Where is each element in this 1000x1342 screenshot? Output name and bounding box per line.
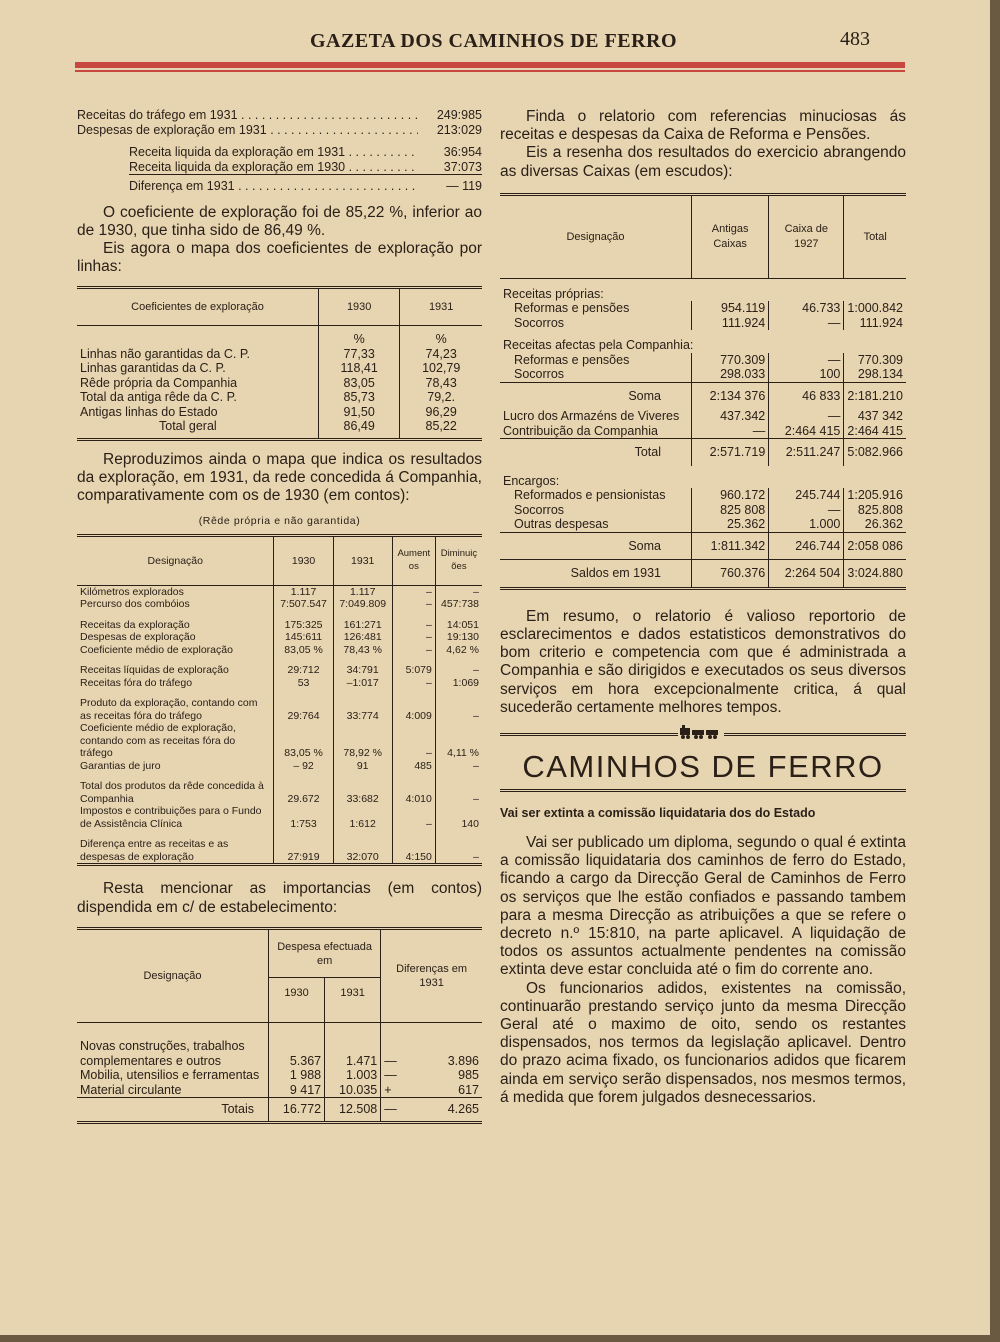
cell: 46.733 — [769, 301, 844, 316]
cell: 27:919 — [274, 830, 333, 865]
row-label: Lucro dos Armazéns de Viveres — [503, 409, 680, 424]
cell: 2:181.210 — [844, 382, 906, 409]
cell: 954.119 — [692, 301, 769, 316]
row-label: Despesas de exploração — [80, 631, 196, 644]
row-label: Material circulante — [80, 1082, 182, 1097]
row-label: Receitas próprias: — [503, 286, 604, 301]
table-row — [77, 611, 482, 632]
table-row — [500, 330, 906, 353]
table-row — [500, 503, 906, 518]
cell: – — [392, 644, 435, 657]
cell: 85,22 — [400, 419, 482, 439]
header-rule-thin — [75, 70, 905, 72]
cell: 118,41 — [319, 361, 400, 376]
table-row — [77, 1083, 482, 1098]
cell: 25.362 — [692, 517, 769, 532]
table-header: Designação — [566, 230, 625, 243]
cell: 83,05 % — [274, 644, 333, 657]
row-label: Total — [634, 445, 661, 460]
cell: 5.367 — [269, 1023, 325, 1069]
paragraph: Reproduzimos ainda o mapa que indica os resultados da exploração, em 1931, da rede concedida á Companhia, comparativamente com os de 1930 (em contos): — [77, 450, 482, 505]
cell: 2:264 504 — [769, 560, 844, 589]
table-row — [500, 278, 906, 301]
summary-label: Receita liquida da exploração em 1930 . . . — [129, 160, 418, 175]
cell: 770.309 — [692, 353, 769, 368]
cell: 14:051 — [435, 611, 482, 632]
cell: 4,11 % — [435, 722, 482, 760]
cell: 4,62 % — [435, 644, 482, 657]
cell: 7:049.809 — [333, 598, 392, 611]
cell: 1.117 — [274, 585, 333, 598]
row-label: Novas construções, trabalhos complementares e outros — [80, 1039, 245, 1068]
cell: 145:611 — [274, 631, 333, 644]
cell: 760.376 — [692, 560, 769, 589]
table-row — [77, 376, 482, 391]
table-header: Designação — [143, 969, 202, 982]
row-label: Reformas e pensões — [514, 301, 630, 316]
summary-value: 249:985 — [436, 108, 482, 122]
cell: – — [392, 722, 435, 760]
cell: 34:791 — [333, 656, 392, 677]
table-row — [500, 560, 906, 589]
cell: 26.362 — [844, 517, 906, 532]
cell: 1 988 — [269, 1068, 325, 1083]
cell: 111.924 — [692, 316, 769, 331]
cell: 78,43 — [400, 376, 482, 391]
row-label: Total da antiga rêde da C. P. — [80, 390, 237, 405]
cell: 1:069 — [435, 677, 482, 690]
row-label: Reformas e pensões — [514, 352, 630, 367]
right-column — [500, 108, 906, 1107]
header-rule — [75, 62, 905, 68]
table-row — [77, 830, 482, 865]
cell: 83,05 — [319, 376, 400, 391]
cell: 86,49 — [319, 419, 400, 439]
table-row — [77, 760, 482, 773]
paragraph: Eis a resenha dos resultados do exercicio abrangendo as diversas Caixas (em escudos): — [500, 144, 906, 180]
row-label: Mobilia, utensilios e ferramentas — [80, 1068, 260, 1083]
summary-value: 36:954 — [443, 145, 482, 159]
cell: 1.003 — [325, 1068, 381, 1083]
total-label: Totais — [221, 1102, 254, 1117]
table-header: Diminuições — [435, 535, 482, 585]
cell: 4.265 — [447, 1102, 479, 1117]
cell: 77,33 — [319, 347, 400, 362]
table-row — [500, 301, 906, 316]
train-icon — [678, 725, 724, 739]
table-row — [77, 805, 482, 830]
cell: 457:738 — [435, 598, 482, 611]
cell: 1:811.342 — [692, 532, 769, 560]
table-row — [77, 631, 482, 644]
table-header: 1930 — [269, 977, 325, 1023]
row-label: Coeficiente médio de exploração — [80, 643, 233, 656]
cell: 2:464 415 — [769, 424, 844, 439]
cell: — — [769, 353, 844, 368]
pension-table — [500, 193, 906, 590]
table-row — [77, 390, 482, 405]
sign-cell: — — [381, 1068, 402, 1083]
table-row — [500, 532, 906, 560]
cell: 78,43 % — [333, 644, 392, 657]
cell: – — [392, 598, 435, 611]
cell: 2:464 415 — [844, 424, 906, 439]
summary-label: Despesas de exploração em 1931 . . . — [77, 123, 418, 138]
table-header: Diferenças em 1931 — [381, 928, 482, 1023]
table-header: Coeficientes de exploração — [131, 301, 264, 314]
cell: 5:079 — [392, 656, 435, 677]
section-title: CAMINHOS DE FERRO — [522, 749, 884, 785]
cell: 33:774 — [333, 689, 392, 722]
cell: – — [435, 830, 482, 865]
table-header: 1930 — [319, 288, 400, 326]
cell: 7:507.547 — [274, 598, 333, 611]
cell: 825.808 — [844, 503, 906, 518]
cell: 9 417 — [269, 1083, 325, 1098]
table-row — [500, 439, 906, 466]
table-header: Caixa de 1927 — [769, 194, 844, 278]
cell: 161:271 — [333, 611, 392, 632]
cell: — — [769, 316, 844, 331]
sign-cell: — — [381, 1098, 402, 1123]
cell: 437.342 — [692, 409, 769, 424]
row-label: Linhas garantidas da C. P. — [80, 361, 226, 376]
table-caption: (Rêde própria e não garantida) — [198, 515, 361, 528]
cell: 1.471 — [325, 1023, 381, 1069]
row-label: Soma — [628, 388, 661, 403]
row-label: Receitas líquidas de exploração — [80, 664, 229, 677]
table-row — [77, 644, 482, 657]
table-row — [77, 347, 482, 362]
cell: 32:070 — [333, 830, 392, 865]
summary-label: Receita liquida da exploração em 1931 . . . — [129, 145, 418, 160]
cell: 298.134 — [844, 367, 906, 382]
cell: 960.172 — [692, 488, 769, 503]
cell: 617 — [458, 1082, 479, 1097]
row-label: Socorros — [514, 367, 565, 382]
cell: 4:009 — [392, 689, 435, 722]
cell: 1:205.916 — [844, 488, 906, 503]
table-row — [500, 382, 906, 409]
table-header: 1931 — [333, 535, 392, 585]
table-header: 1930 — [274, 535, 333, 585]
cell: 46 833 — [769, 382, 844, 409]
establishment-table — [77, 927, 482, 1124]
row-label: Kilómetros explorados — [80, 585, 184, 598]
table-row — [77, 419, 482, 439]
cell: 53 — [274, 677, 333, 690]
difference-value: — 119 — [446, 179, 482, 193]
cell: 2:571.719 — [692, 439, 769, 466]
cell: 91 — [333, 760, 392, 773]
row-label: Receitas da exploração — [80, 618, 190, 631]
cell: 437 342 — [844, 409, 906, 424]
table-row — [77, 722, 482, 760]
table-header: Designação — [147, 554, 203, 567]
row-label: Saldos em 1931 — [570, 566, 661, 581]
row-label: Percurso dos combóios — [80, 598, 190, 611]
table-header: Aumentos — [392, 535, 435, 585]
table-row — [500, 367, 906, 382]
row-label: Contribuição da Companhia — [503, 423, 658, 438]
cell: 78,92 % — [333, 722, 392, 760]
cell: 770.309 — [844, 353, 906, 368]
page-number: 483 — [840, 28, 870, 50]
sign-cell: — — [381, 1023, 402, 1069]
table-row — [500, 316, 906, 331]
paragraph: Vai ser publicado um diploma, segundo o qual é extinta a comissão liquidataria dos caminhos de ferro do Estado, ficando a cargo da Direcção Geral de Caminhos de Ferro os serviços que lhe estão confiados e passando tambem para a mesma Direcção as atribuições a que se refere o decreto n.º 15:810, na parte aplicavel. A liquidação de todos os assuntos actualmente pendentes na comissão extinta deve estar concluida até o fim do corrente ano. — [500, 834, 906, 979]
cell: 111.924 — [844, 316, 906, 331]
table-row — [500, 488, 906, 503]
cell: 5:082.966 — [844, 439, 906, 466]
paragraph: Eis agora o mapa dos coeficientes de exploração por linhas: — [77, 239, 482, 276]
cell: – — [435, 656, 482, 677]
row-label: Total geral — [159, 419, 217, 434]
cell: 2:134 376 — [692, 382, 769, 409]
table-row — [77, 677, 482, 690]
summary-row — [77, 108, 482, 123]
row-label: Linhas não garantidas da C. P. — [80, 346, 251, 361]
cell: – — [392, 631, 435, 644]
table-row — [77, 772, 482, 805]
cell: 16.772 — [269, 1098, 325, 1123]
page-header — [75, 26, 905, 56]
cell: 246.744 — [769, 532, 844, 560]
cell: 985 — [458, 1068, 479, 1083]
cell: 3.896 — [447, 1053, 479, 1068]
cell: 102,79 — [400, 361, 482, 376]
cell: 3:024.880 — [844, 560, 906, 589]
sign-cell: + — [381, 1083, 402, 1098]
cell: 96,29 — [400, 405, 482, 420]
cell: 83,05 % — [274, 722, 333, 760]
table-header: 1931 — [325, 977, 381, 1023]
summary-value: 37:073 — [443, 159, 482, 174]
table-header: 1931 — [400, 288, 482, 326]
cell: 74,23 — [400, 347, 482, 362]
article-subtitle: Vai ser extinta a comissão liquidataria dos do Estado — [500, 806, 816, 821]
cell: – 92 — [274, 760, 333, 773]
cell: 29.672 — [274, 772, 333, 805]
table-row — [77, 656, 482, 677]
cell: 485 — [392, 760, 435, 773]
cell: 245.744 — [769, 488, 844, 503]
cell: 825 808 — [692, 503, 769, 518]
cell: 1.117 — [333, 585, 392, 598]
table-row — [500, 353, 906, 368]
row-label: Outras despesas — [514, 517, 609, 532]
cell: – — [435, 772, 482, 805]
results-table — [77, 534, 482, 867]
row-label: Socorros — [514, 502, 565, 517]
cell: 298.033 — [692, 367, 769, 382]
table-row — [77, 598, 482, 611]
cell: — — [769, 409, 844, 424]
cell: 12.508 — [325, 1098, 381, 1123]
table-row — [77, 405, 482, 420]
table-row — [77, 585, 482, 598]
cell: –1:017 — [333, 677, 392, 690]
cell: 126:481 — [333, 631, 392, 644]
journal-title: GAZETA DOS CAMINHOS DE FERRO — [310, 30, 678, 52]
summary-value: 213:029 — [436, 122, 482, 137]
cell: 1:612 — [333, 805, 392, 830]
summary-block — [77, 108, 482, 194]
cell: 85,73 — [319, 390, 400, 405]
cell: — — [769, 503, 844, 518]
cell: — — [692, 424, 769, 439]
row-label: Diferença entre as receitas e as despesas de exploração — [80, 838, 229, 863]
paragraph: Resta mencionar as importancias (em contos) dispendida em c/ de estabelecimento: — [77, 880, 482, 916]
row-label: Garantias de juro — [80, 759, 161, 772]
cell: 140 — [435, 805, 482, 830]
row-label: Coeficiente médio de exploração, contando com as receitas fóra do tráfego — [80, 722, 236, 760]
difference-row — [129, 179, 482, 194]
cell: 29:712 — [274, 656, 333, 677]
cell: 91,50 — [319, 405, 400, 420]
cell: 33:682 — [333, 772, 392, 805]
table-header: Despesa efectuada em — [269, 928, 381, 977]
table-row — [500, 409, 906, 424]
coefficients-table — [77, 286, 482, 441]
row-label: Rêde própria da Companhia — [80, 375, 238, 390]
cell: – — [392, 805, 435, 830]
cell: 4:010 — [392, 772, 435, 805]
row-label: Soma — [628, 538, 661, 553]
row-label: Antigas linhas do Estado — [80, 404, 218, 419]
row-label: Impostos e contribuições para o Fundo de Assistência Clínica — [80, 805, 262, 830]
summary-label: Receitas do tráfego em 1931 . . . — [77, 108, 418, 123]
table-row — [77, 1023, 482, 1069]
paragraph: Os funcionarios adidos, existentes na comissão, continuarão prestando serviço junto da mesma Direcção Geral até o maximo de oito, sendo os restantes dispensados, nos termos da legislação aplicavel. Dentro do prazo acima fixado, os funcionarios adidos que ficarem ainda em serviço serão dispensados, nos mesmos termos, á medida que forem julgados desnecessarios. — [500, 979, 906, 1106]
cell: 175:325 — [274, 611, 333, 632]
summary-row — [77, 123, 482, 138]
left-column — [77, 108, 482, 1124]
row-label: Receitas fóra do tráfego — [80, 676, 193, 689]
cell: – — [435, 760, 482, 773]
cell: 19:130 — [435, 631, 482, 644]
unit-label: % — [319, 326, 400, 347]
paragraph: O coeficiente de exploração foi de 85,22 %, inferior ao de 1930, que tinha sido de 86,49 %. — [77, 203, 482, 239]
cell: 79,2. — [400, 390, 482, 405]
table-row — [500, 424, 906, 439]
row-label: Reformados e pensionistas — [514, 488, 666, 503]
cell: – — [392, 611, 435, 632]
cell: 1:753 — [274, 805, 333, 830]
difference-label: Diferença em 1931 . . . — [129, 179, 418, 194]
section-divider — [500, 721, 906, 743]
cell: 1:000.842 — [844, 301, 906, 316]
table-row — [500, 517, 906, 532]
cell: 10.035 — [325, 1083, 381, 1098]
row-label: Encargos: — [503, 473, 560, 488]
cell: 100 — [769, 367, 844, 382]
total-row — [77, 1098, 482, 1123]
unit-label: % — [400, 326, 482, 347]
table-row — [77, 361, 482, 376]
row-label: Total dos produtos da rêde concedida à Companhia — [80, 780, 264, 805]
cell: 4:150 — [392, 830, 435, 865]
cell: 2:511.247 — [769, 439, 844, 466]
table-row — [500, 466, 906, 489]
table-header: Antigas Caixas — [692, 194, 769, 278]
row-label: Produto da exploração, contando com as receitas fóra do tráfego — [80, 697, 258, 722]
table-row — [77, 689, 482, 722]
cell: 29:764 — [274, 689, 333, 722]
cell: 1.000 — [769, 517, 844, 532]
cell: – — [435, 689, 482, 722]
paragraph: Finda o relatorio com referencias minuciosas ás receitas e despesas da Caixa de Reforma e Pensões. — [500, 108, 906, 144]
paragraph: Em resumo, o relatorio é valioso reportorio de esclarecimentos e dados estatisticos demonstrativos do bom criterio e competencia com que é administrada a Companhia e são dirigidos e executados os seus diversos serviços em hora excepcionalmente critica, á qual sucederão certamente melhores tempos. — [500, 607, 906, 716]
cell: – — [392, 585, 435, 598]
cell: – — [392, 677, 435, 690]
table-row — [77, 1068, 482, 1083]
cell: 2:058 086 — [844, 532, 906, 560]
row-label: Receitas afectas pela Companhia: — [503, 338, 694, 353]
summary-row — [129, 145, 482, 160]
cell: – — [435, 585, 482, 598]
table-header: Total — [844, 194, 906, 278]
summary-row — [129, 160, 482, 176]
row-label: Socorros — [514, 315, 565, 330]
